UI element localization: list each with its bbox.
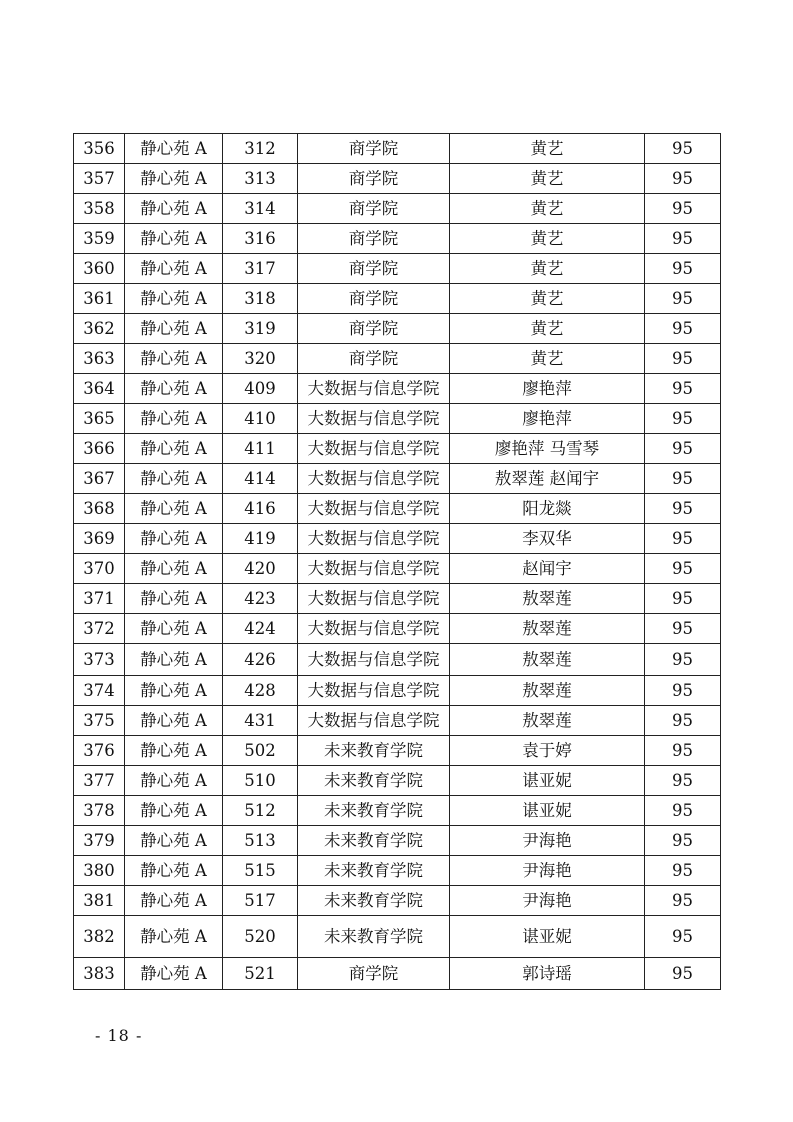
room-cell: 521 bbox=[223, 958, 298, 990]
score-cell: 95 bbox=[645, 344, 721, 374]
score-cell: 95 bbox=[645, 434, 721, 464]
building-cell: 静心苑 A bbox=[125, 194, 223, 224]
row-number-cell: 381 bbox=[74, 886, 125, 916]
score-cell: 95 bbox=[645, 886, 721, 916]
building-cell: 静心苑 A bbox=[125, 856, 223, 886]
college-cell: 未来教育学院 bbox=[298, 886, 450, 916]
table-row bbox=[74, 554, 721, 584]
score-cell: 95 bbox=[645, 194, 721, 224]
person-cell: 谌亚妮 bbox=[450, 796, 645, 826]
table-row bbox=[74, 404, 721, 434]
person-cell: 敖翠莲 bbox=[450, 644, 645, 676]
room-cell: 426 bbox=[223, 644, 298, 676]
college-cell: 未来教育学院 bbox=[298, 736, 450, 766]
room-cell: 428 bbox=[223, 676, 298, 706]
row-number-cell: 379 bbox=[74, 826, 125, 856]
row-number-cell: 365 bbox=[74, 404, 125, 434]
college-cell: 商学院 bbox=[298, 314, 450, 344]
table-row bbox=[74, 224, 721, 254]
table-row bbox=[74, 584, 721, 614]
college-cell: 大数据与信息学院 bbox=[298, 464, 450, 494]
table-row bbox=[74, 886, 721, 916]
room-cell: 318 bbox=[223, 284, 298, 314]
score-cell: 95 bbox=[645, 766, 721, 796]
score-cell: 95 bbox=[645, 916, 721, 958]
college-cell: 商学院 bbox=[298, 284, 450, 314]
person-cell: 黄艺 bbox=[450, 224, 645, 254]
score-cell: 95 bbox=[645, 524, 721, 554]
person-cell: 黄艺 bbox=[450, 164, 645, 194]
college-cell: 未来教育学院 bbox=[298, 766, 450, 796]
row-number-cell: 382 bbox=[74, 916, 125, 958]
building-cell: 静心苑 A bbox=[125, 524, 223, 554]
room-cell: 423 bbox=[223, 584, 298, 614]
building-cell: 静心苑 A bbox=[125, 224, 223, 254]
building-cell: 静心苑 A bbox=[125, 826, 223, 856]
person-cell: 敖翠莲 bbox=[450, 584, 645, 614]
score-cell: 95 bbox=[645, 856, 721, 886]
score-cell: 95 bbox=[645, 284, 721, 314]
building-cell: 静心苑 A bbox=[125, 554, 223, 584]
college-cell: 大数据与信息学院 bbox=[298, 374, 450, 404]
score-cell: 95 bbox=[645, 224, 721, 254]
table-row bbox=[74, 676, 721, 706]
college-cell: 大数据与信息学院 bbox=[298, 554, 450, 584]
college-cell: 大数据与信息学院 bbox=[298, 706, 450, 736]
row-number-cell: 361 bbox=[74, 284, 125, 314]
room-cell: 420 bbox=[223, 554, 298, 584]
table-row bbox=[74, 464, 721, 494]
table-row bbox=[74, 644, 721, 676]
building-cell: 静心苑 A bbox=[125, 404, 223, 434]
table-row bbox=[74, 254, 721, 284]
building-cell: 静心苑 A bbox=[125, 464, 223, 494]
building-cell: 静心苑 A bbox=[125, 164, 223, 194]
college-cell: 大数据与信息学院 bbox=[298, 404, 450, 434]
college-cell: 商学院 bbox=[298, 344, 450, 374]
row-number-cell: 376 bbox=[74, 736, 125, 766]
building-cell: 静心苑 A bbox=[125, 644, 223, 676]
score-cell: 95 bbox=[645, 826, 721, 856]
college-cell: 大数据与信息学院 bbox=[298, 676, 450, 706]
row-number-cell: 364 bbox=[74, 374, 125, 404]
room-cell: 431 bbox=[223, 706, 298, 736]
score-cell: 95 bbox=[645, 494, 721, 524]
room-cell: 320 bbox=[223, 344, 298, 374]
room-cell: 513 bbox=[223, 826, 298, 856]
row-number-cell: 356 bbox=[74, 134, 125, 164]
building-cell: 静心苑 A bbox=[125, 584, 223, 614]
score-cell: 95 bbox=[645, 374, 721, 404]
building-cell: 静心苑 A bbox=[125, 886, 223, 916]
room-cell: 411 bbox=[223, 434, 298, 464]
table-row bbox=[74, 826, 721, 856]
room-cell: 316 bbox=[223, 224, 298, 254]
room-cell: 517 bbox=[223, 886, 298, 916]
row-number-cell: 358 bbox=[74, 194, 125, 224]
row-number-cell: 375 bbox=[74, 706, 125, 736]
table-row bbox=[74, 494, 721, 524]
person-cell: 廖艳萍 bbox=[450, 404, 645, 434]
row-number-cell: 370 bbox=[74, 554, 125, 584]
score-cell: 95 bbox=[645, 164, 721, 194]
person-cell: 黄艺 bbox=[450, 284, 645, 314]
table-row bbox=[74, 916, 721, 958]
table-row bbox=[74, 434, 721, 464]
college-cell: 大数据与信息学院 bbox=[298, 524, 450, 554]
person-cell: 敖翠莲 bbox=[450, 706, 645, 736]
room-cell: 416 bbox=[223, 494, 298, 524]
row-number-cell: 368 bbox=[74, 494, 125, 524]
college-cell: 大数据与信息学院 bbox=[298, 614, 450, 644]
score-cell: 95 bbox=[645, 254, 721, 284]
building-cell: 静心苑 A bbox=[125, 676, 223, 706]
person-cell: 敖翠莲 bbox=[450, 614, 645, 644]
person-cell: 廖艳萍 bbox=[450, 374, 645, 404]
score-cell: 95 bbox=[645, 644, 721, 676]
row-number-cell: 366 bbox=[74, 434, 125, 464]
building-cell: 静心苑 A bbox=[125, 494, 223, 524]
table-row bbox=[74, 374, 721, 404]
score-cell: 95 bbox=[645, 464, 721, 494]
college-cell: 大数据与信息学院 bbox=[298, 434, 450, 464]
score-cell: 95 bbox=[645, 584, 721, 614]
building-cell: 静心苑 A bbox=[125, 254, 223, 284]
row-number-cell: 369 bbox=[74, 524, 125, 554]
building-cell: 静心苑 A bbox=[125, 434, 223, 464]
college-cell: 商学院 bbox=[298, 134, 450, 164]
building-cell: 静心苑 A bbox=[125, 374, 223, 404]
room-cell: 313 bbox=[223, 164, 298, 194]
room-cell: 424 bbox=[223, 614, 298, 644]
score-cell: 95 bbox=[645, 736, 721, 766]
table-row bbox=[74, 134, 721, 164]
room-cell: 317 bbox=[223, 254, 298, 284]
page-number: - 18 - bbox=[95, 1026, 143, 1045]
person-cell: 尹海艳 bbox=[450, 856, 645, 886]
person-cell: 黄艺 bbox=[450, 134, 645, 164]
person-cell: 黄艺 bbox=[450, 344, 645, 374]
college-cell: 大数据与信息学院 bbox=[298, 644, 450, 676]
building-cell: 静心苑 A bbox=[125, 796, 223, 826]
row-number-cell: 362 bbox=[74, 314, 125, 344]
row-number-cell: 372 bbox=[74, 614, 125, 644]
row-number-cell: 357 bbox=[74, 164, 125, 194]
row-number-cell: 378 bbox=[74, 796, 125, 826]
college-cell: 未来教育学院 bbox=[298, 826, 450, 856]
room-cell: 319 bbox=[223, 314, 298, 344]
college-cell: 商学院 bbox=[298, 254, 450, 284]
table-row bbox=[74, 164, 721, 194]
room-cell: 512 bbox=[223, 796, 298, 826]
building-cell: 静心苑 A bbox=[125, 958, 223, 990]
score-cell: 95 bbox=[645, 796, 721, 826]
row-number-cell: 367 bbox=[74, 464, 125, 494]
person-cell: 谌亚妮 bbox=[450, 766, 645, 796]
row-number-cell: 377 bbox=[74, 766, 125, 796]
person-cell: 尹海艳 bbox=[450, 826, 645, 856]
room-cell: 419 bbox=[223, 524, 298, 554]
person-cell: 阳龙燚 bbox=[450, 494, 645, 524]
room-cell: 312 bbox=[223, 134, 298, 164]
building-cell: 静心苑 A bbox=[125, 134, 223, 164]
table-row bbox=[74, 614, 721, 644]
person-cell: 李双华 bbox=[450, 524, 645, 554]
row-number-cell: 383 bbox=[74, 958, 125, 990]
college-cell: 商学院 bbox=[298, 958, 450, 990]
person-cell: 黄艺 bbox=[450, 254, 645, 284]
building-cell: 静心苑 A bbox=[125, 736, 223, 766]
building-cell: 静心苑 A bbox=[125, 706, 223, 736]
table-row bbox=[74, 856, 721, 886]
building-cell: 静心苑 A bbox=[125, 614, 223, 644]
person-cell: 廖艳萍 马雪琴 bbox=[450, 434, 645, 464]
table-row bbox=[74, 766, 721, 796]
college-cell: 未来教育学院 bbox=[298, 856, 450, 886]
building-cell: 静心苑 A bbox=[125, 284, 223, 314]
college-cell: 大数据与信息学院 bbox=[298, 494, 450, 524]
row-number-cell: 380 bbox=[74, 856, 125, 886]
dormitory-score-table bbox=[73, 133, 721, 990]
table-row bbox=[74, 958, 721, 990]
person-cell: 黄艺 bbox=[450, 314, 645, 344]
table-row bbox=[74, 194, 721, 224]
person-cell: 郭诗瑶 bbox=[450, 958, 645, 990]
table-row bbox=[74, 284, 721, 314]
person-cell: 尹海艳 bbox=[450, 886, 645, 916]
person-cell: 谌亚妮 bbox=[450, 916, 645, 958]
college-cell: 未来教育学院 bbox=[298, 796, 450, 826]
person-cell: 袁于婷 bbox=[450, 736, 645, 766]
college-cell: 大数据与信息学院 bbox=[298, 584, 450, 614]
row-number-cell: 360 bbox=[74, 254, 125, 284]
college-cell: 商学院 bbox=[298, 224, 450, 254]
room-cell: 314 bbox=[223, 194, 298, 224]
row-number-cell: 363 bbox=[74, 344, 125, 374]
score-cell: 95 bbox=[645, 676, 721, 706]
building-cell: 静心苑 A bbox=[125, 916, 223, 958]
building-cell: 静心苑 A bbox=[125, 766, 223, 796]
room-cell: 409 bbox=[223, 374, 298, 404]
room-cell: 515 bbox=[223, 856, 298, 886]
score-cell: 95 bbox=[645, 134, 721, 164]
score-cell: 95 bbox=[645, 404, 721, 434]
room-cell: 510 bbox=[223, 766, 298, 796]
table-row bbox=[74, 796, 721, 826]
row-number-cell: 359 bbox=[74, 224, 125, 254]
room-cell: 502 bbox=[223, 736, 298, 766]
building-cell: 静心苑 A bbox=[125, 314, 223, 344]
person-cell: 敖翠莲 bbox=[450, 676, 645, 706]
row-number-cell: 373 bbox=[74, 644, 125, 676]
building-cell: 静心苑 A bbox=[125, 344, 223, 374]
room-cell: 520 bbox=[223, 916, 298, 958]
college-cell: 未来教育学院 bbox=[298, 916, 450, 958]
score-cell: 95 bbox=[645, 706, 721, 736]
score-cell: 95 bbox=[645, 314, 721, 344]
college-cell: 商学院 bbox=[298, 194, 450, 224]
score-cell: 95 bbox=[645, 554, 721, 584]
row-number-cell: 374 bbox=[74, 676, 125, 706]
table-row bbox=[74, 344, 721, 374]
score-cell: 95 bbox=[645, 958, 721, 990]
college-cell: 商学院 bbox=[298, 164, 450, 194]
row-number-cell: 371 bbox=[74, 584, 125, 614]
room-cell: 410 bbox=[223, 404, 298, 434]
person-cell: 黄艺 bbox=[450, 194, 645, 224]
table-row bbox=[74, 314, 721, 344]
room-cell: 414 bbox=[223, 464, 298, 494]
table-row bbox=[74, 524, 721, 554]
person-cell: 敖翠莲 赵闻宇 bbox=[450, 464, 645, 494]
table-row bbox=[74, 706, 721, 736]
score-cell: 95 bbox=[645, 614, 721, 644]
table-row bbox=[74, 736, 721, 766]
person-cell: 赵闻宇 bbox=[450, 554, 645, 584]
